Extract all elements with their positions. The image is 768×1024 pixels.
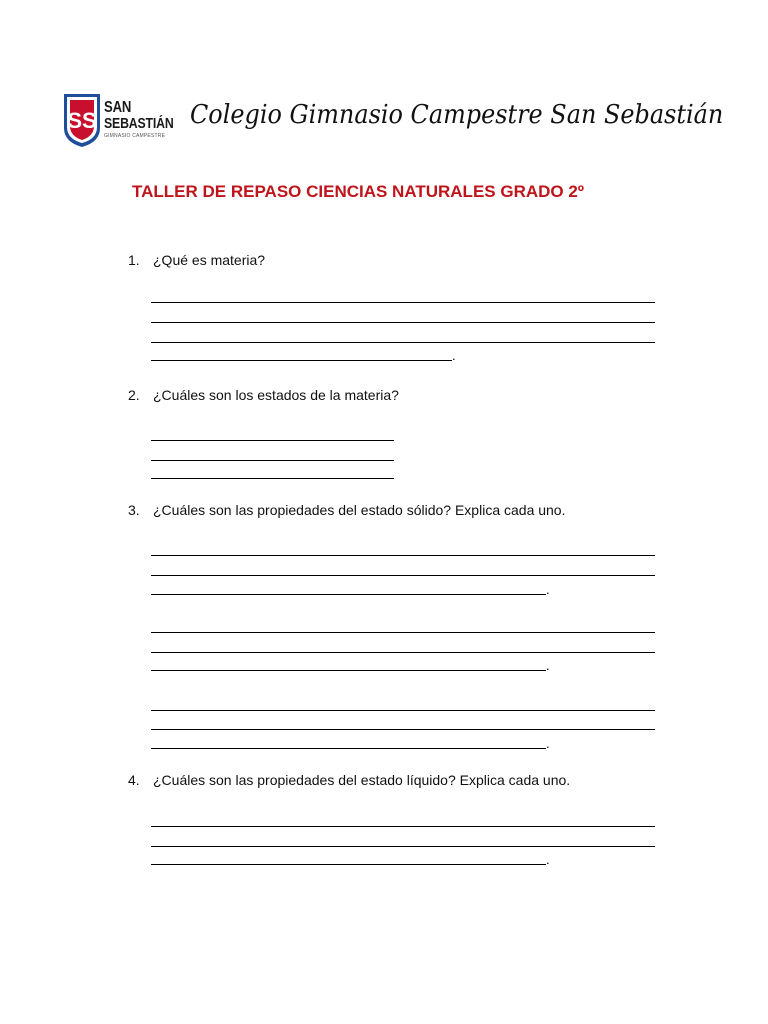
line-end-period: . — [546, 582, 550, 597]
question-number: 2. — [128, 387, 140, 403]
question-text: ¿Cuáles son las propiedades del estado líquido? Explica cada uno. — [153, 772, 571, 788]
answer-line[interactable] — [151, 748, 546, 749]
school-logo — [62, 92, 172, 154]
answer-line[interactable] — [151, 302, 655, 303]
worksheet-title: TALLER DE REPASO CIENCIAS NATURALES GRADO 2º — [132, 182, 585, 201]
shield-logo-icon — [62, 92, 102, 148]
question-text: ¿Cuáles son las propiedades del estado sólido? Explica cada uno. — [153, 502, 566, 518]
question-2 — [128, 387, 399, 403]
school-name: Colegio Gimnasio Campestre San Sebastián — [190, 100, 724, 130]
answer-line[interactable] — [151, 670, 546, 671]
answer-line[interactable] — [151, 342, 655, 343]
question-number: 3. — [128, 502, 140, 518]
logo-line-1: SAN — [104, 99, 132, 116]
answer-line[interactable] — [151, 575, 655, 576]
answer-line[interactable] — [151, 478, 394, 479]
document-header — [62, 90, 724, 160]
question-text: ¿Qué es materia? — [153, 252, 266, 268]
question-1 — [128, 252, 265, 268]
question-4 — [128, 772, 570, 788]
logo-line-2: SEBASTIÁN — [104, 115, 174, 132]
answer-line[interactable] — [151, 440, 394, 441]
answer-line[interactable] — [151, 826, 655, 827]
answer-line[interactable] — [151, 846, 655, 847]
logo-line-3: GIMNASIO CAMPESTRE — [104, 133, 166, 139]
line-end-period: . — [546, 736, 550, 751]
line-end-period: . — [546, 658, 550, 673]
answer-line[interactable] — [151, 729, 655, 730]
answer-line[interactable] — [151, 652, 655, 653]
question-3 — [128, 502, 566, 518]
question-number: 4. — [128, 772, 140, 788]
answer-line[interactable] — [151, 555, 655, 556]
answer-line[interactable] — [151, 460, 394, 461]
answer-line[interactable] — [151, 864, 546, 865]
line-end-period: . — [452, 348, 456, 363]
answer-line[interactable] — [151, 632, 655, 633]
question-text: ¿Cuáles son los estados de la materia? — [153, 387, 399, 403]
logo-wordmark — [104, 100, 189, 139]
answer-line[interactable] — [151, 594, 546, 595]
answer-line[interactable] — [151, 322, 655, 323]
logo-initials: SS — [67, 108, 97, 133]
answer-line[interactable] — [151, 360, 452, 361]
answer-line[interactable] — [151, 710, 655, 711]
line-end-period: . — [546, 852, 550, 867]
question-number: 1. — [128, 252, 140, 268]
